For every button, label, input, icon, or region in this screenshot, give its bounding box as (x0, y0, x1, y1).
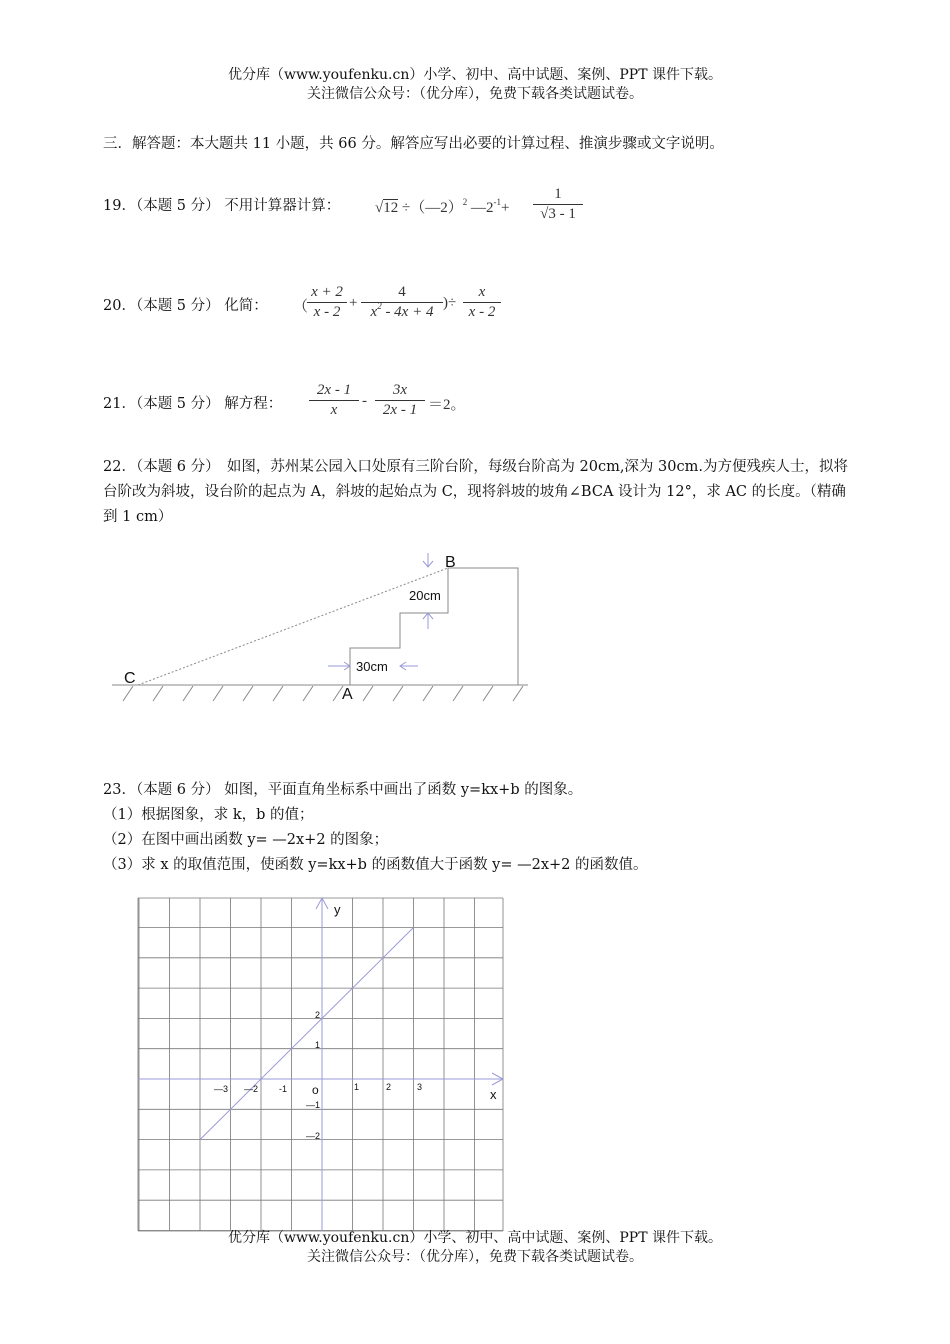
q19-exp-neg1: -1 (493, 197, 501, 207)
question-22-text: 22．（本题 6 分） 如图，苏州某公园入口处原有三阶台阶，每级台阶高为 20cm,深为 30cm.为方便残疾人士，拟将台阶改为斜坡，设台阶的起点为 A，斜坡的起始点为 C，现将斜坡的坡角∠BCA 设计为 12°，求 AC 的长度。（精确到 1 cm） (103, 459, 848, 525)
x-tick-label: —3 (214, 1084, 229, 1094)
q19-sqrt-arg: 12 (383, 200, 399, 216)
q23-part1: （1）根据图象，求 k，b 的值； (103, 807, 314, 823)
q19-frac-den: 3 - 1 (548, 206, 576, 222)
q23-part2: （2）在图中画出函数 y= —2x+2 的图象； (103, 832, 389, 848)
header-line-1: 优分库（www.youfenku.cn）小学、初中、高中试题、案例、PPT 课件下载。 (227, 67, 722, 83)
q20-f1-num: x + 2 (311, 284, 343, 300)
q19-frac-num: 1 (554, 186, 562, 202)
q20-f1-den: x - 2 (313, 304, 341, 320)
label-height: 20cm (409, 588, 441, 603)
q19-plus: + (500, 200, 510, 216)
graph-grid (138, 898, 503, 1231)
x-tick-label: -1 (279, 1084, 288, 1094)
x-tick-label: 1 (354, 1082, 360, 1092)
q20-f3-den: x - 2 (468, 304, 496, 320)
q21-prefix: 21．（本题 5 分） 解方程： (103, 396, 283, 412)
label-depth: 30cm (356, 659, 388, 674)
q20-f2-num: 4 (398, 284, 406, 300)
section-heading: 三．解答题：本大题共 11 小题，共 66 分。解答应写出必要的计算过程、推演步骤或文字说明。 (103, 136, 724, 152)
q20-close-div: )÷ (443, 295, 457, 311)
label-a: A (342, 686, 353, 703)
graph-axes (138, 898, 503, 1231)
x-tick-label: 3 (417, 1082, 423, 1092)
y-tick-label: —2 (306, 1131, 321, 1141)
q21-minus: - (362, 393, 367, 409)
sqrt-icon: √ (375, 200, 384, 216)
origin-label: o (312, 1083, 319, 1097)
q20-plus: + (349, 295, 358, 311)
q21-f2-den: 2x - 1 (382, 402, 418, 418)
sqrt-icon: √ (540, 206, 549, 222)
q20-f2-den-a: x (370, 304, 378, 320)
q19-prefix: 19．（本题 5 分） 不用计算器计算： (103, 198, 341, 214)
q20-f2-den-b: - 4x + 4 (381, 304, 434, 320)
q19-exp2: 2 (462, 197, 468, 207)
x-tick-label: 2 (386, 1082, 392, 1092)
header-line-2: 关注微信公众号：（优分库），免费下载各类试题试卷。 (307, 86, 643, 102)
footer-line-2: 关注微信公众号：（优分库），免费下载各类试题试卷。 (307, 1249, 643, 1265)
q20-open: （ (293, 299, 309, 315)
y-tick-label: —1 (306, 1100, 321, 1110)
q20-f3-num: x (478, 284, 486, 300)
q21-f2-num: 3x (392, 382, 408, 398)
x-axis-label: x (490, 1087, 497, 1102)
label-b: B (445, 554, 456, 571)
y-tick-label: 1 (315, 1040, 321, 1050)
q23-part3: （3）求 x 的取值范围，使函数 y=kx+b 的函数值大于函数 y= —2x+2 的函数值。 (103, 857, 648, 873)
q19-mid2: —2 (467, 200, 494, 216)
q21-f1-num: 2x - 1 (316, 382, 352, 398)
q20-prefix: 20．（本题 5 分） 化简： (103, 298, 268, 314)
y-axis-label: y (334, 902, 341, 917)
y-tick-label: 2 (315, 1010, 321, 1020)
q21-rhs: ＝2。 (428, 397, 466, 413)
q19-mid: ÷（—2） (398, 200, 463, 216)
q20-f2-den-sup: 2 (377, 301, 382, 311)
footer-line-1: 优分库（www.youfenku.cn）小学、初中、高中试题、案例、PPT 课件下载。 (227, 1230, 722, 1246)
q21-f1-den: x (330, 402, 338, 418)
x-tick-label: —2 (244, 1084, 259, 1094)
label-c: C (124, 670, 136, 687)
q23-title: 23．（本题 6 分） 如图，平面直角坐标系中画出了函数 y=kx+b 的图象。 (103, 782, 583, 798)
